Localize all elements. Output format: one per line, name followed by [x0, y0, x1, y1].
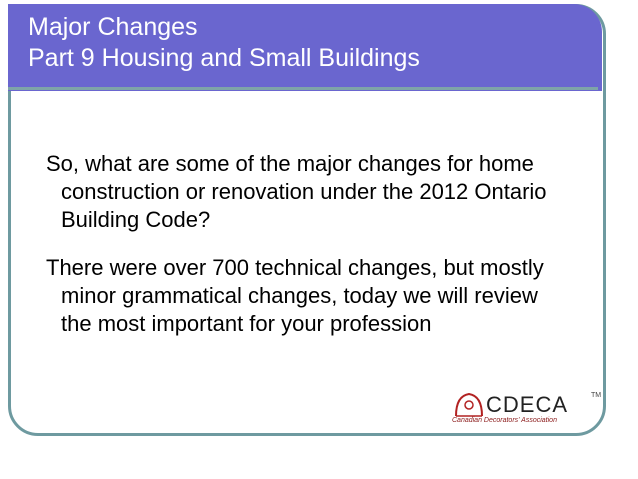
title-line-1: Major Changes	[28, 13, 198, 41]
slide-body	[46, 150, 566, 358]
cdeca-emblem-icon	[452, 390, 486, 418]
title-line-2: Part 9 Housing and Small Buildings	[28, 44, 420, 72]
logo-name: CDECA	[486, 392, 569, 417]
title-bar	[8, 4, 602, 91]
cdeca-logo	[452, 390, 602, 430]
paragraph-2: There were over 700 technical changes, but mostly minor grammatical changes, today we will review the most important for your profession	[46, 255, 544, 336]
paragraph-1: So, what are some of the major changes for home construction or renovation under the 2012 Ontario Building Code?	[46, 151, 547, 232]
logo-trademark: TM	[591, 392, 602, 399]
title-underline	[8, 87, 598, 90]
logo-subtitle: Canadian Decorators' Association	[452, 417, 557, 424]
